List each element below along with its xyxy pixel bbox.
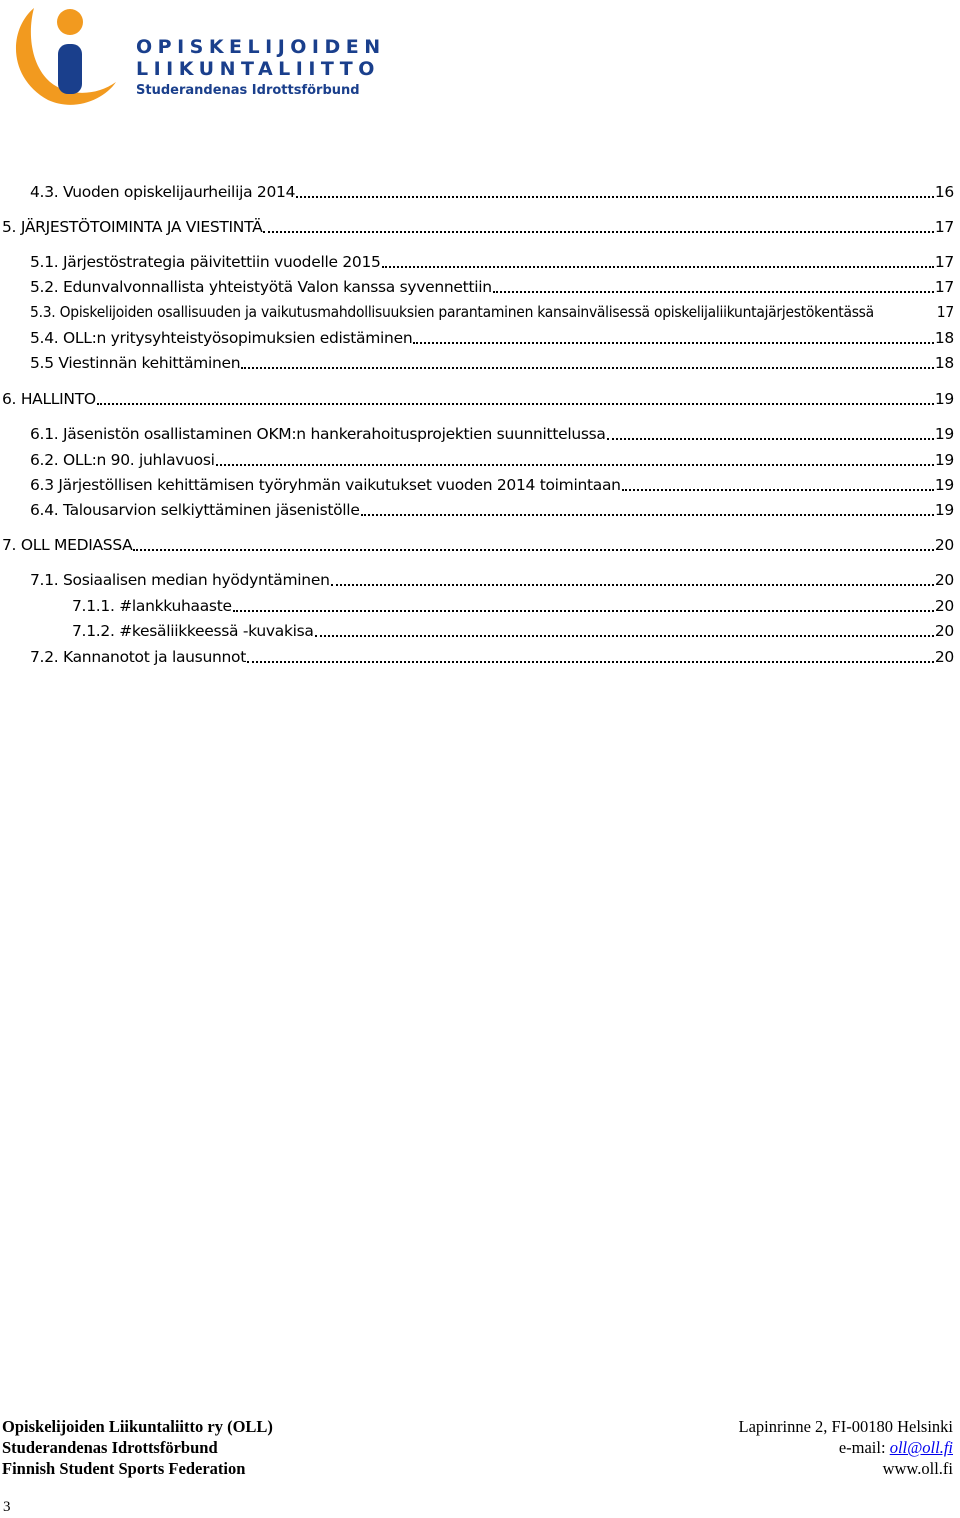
toc-entry-label: 7.1.1. #lankkuhaaste: [72, 597, 232, 615]
toc-entry[interactable]: [2, 385, 954, 409]
toc-entry-label: 6. HALLINTO: [2, 390, 96, 408]
toc-entry-label: 7.2. Kannanotot ja lausunnot: [30, 648, 246, 666]
toc-dot-leader: [622, 489, 934, 491]
toc-entry[interactable]: [72, 592, 954, 616]
toc-entry[interactable]: [30, 324, 954, 348]
logo-line-2: LIIKUNTALIITTO: [136, 58, 380, 80]
toc-entry[interactable]: [30, 446, 954, 470]
toc-dot-leader: [331, 584, 934, 586]
toc-dot-leader: [296, 196, 934, 198]
toc-entry-page: 17: [934, 218, 954, 236]
toc-entry-label: 7.1.2. #kesäliikkeessä -kuvakisa: [72, 622, 314, 640]
toc-entry[interactable]: [30, 471, 954, 495]
toc-entry-page: 17: [936, 303, 954, 321]
logo-figure-icon: [4, 0, 124, 110]
footer-org-english: Finnish Student Sports Federation: [2, 1459, 246, 1478]
toc-entry[interactable]: [30, 643, 954, 667]
toc-dot-leader: [233, 610, 934, 612]
toc-entry-label: 7. OLL MEDIASSA: [2, 536, 133, 554]
toc-entry-page: 20: [934, 648, 954, 666]
toc-entry-label: 6.2. OLL:n 90. juhlavuosi: [30, 451, 215, 469]
footer-contact: [739, 1416, 953, 1479]
toc-entry[interactable]: [72, 617, 954, 641]
toc-dot-leader: [263, 231, 934, 233]
toc-entry-label: 6.1. Jäsenistön osallistaminen OKM:n hankerahoitusprojektien suunnittelussa: [30, 425, 606, 443]
page-number: 3: [3, 1499, 11, 1515]
footer-org-swedish: Studerandenas Idrottsförbund: [2, 1438, 218, 1457]
toc-entry-label: 5.4. OLL:n yritysyhteistyösopimuksien edistäminen: [30, 329, 413, 347]
toc-entry-page: 19: [934, 451, 954, 469]
toc-entry-page: 20: [934, 597, 954, 615]
toc-entry-page: 17: [934, 253, 954, 271]
toc-entry-label: 4.3. Vuoden opiskelijaurheilija 2014: [30, 183, 296, 201]
toc-dot-leader: [413, 342, 934, 344]
toc-entry[interactable]: [30, 349, 954, 373]
toc-entry[interactable]: [2, 531, 954, 555]
toc-dot-leader: [315, 635, 934, 637]
footer-website[interactable]: www.oll.fi: [882, 1459, 953, 1478]
toc-dot-leader: [133, 549, 933, 551]
logo-line-3: Studerandenas Idrottsförbund: [136, 83, 360, 98]
toc-entry-page: 17: [934, 278, 954, 296]
toc-dot-leader: [382, 266, 934, 268]
footer-email-label: e-mail:: [838, 1438, 890, 1457]
toc-entry[interactable]: [30, 178, 954, 202]
footer-email-line: [739, 1437, 953, 1458]
footer-email-link[interactable]: oll@oll.fi: [889, 1438, 953, 1457]
toc-entry[interactable]: [30, 496, 954, 520]
toc-entry[interactable]: [30, 248, 954, 272]
toc-dot-leader: [607, 438, 934, 440]
logo-line-1: OPISKELIJOIDEN: [136, 36, 386, 58]
toc-entry-label: 5.3. Opiskelijoiden osallisuuden ja vaikutusmahdollisuuksien parantaminen kansainvälisessä opiskelijaliikuntajärjestökentässä: [30, 303, 874, 321]
toc-dot-leader: [216, 464, 934, 466]
toc-entry-page: 18: [934, 329, 954, 347]
footer-address: Lapinrinne 2, FI-00180 Helsinki: [738, 1417, 953, 1436]
toc-dot-leader: [241, 367, 934, 369]
toc-entry-label: 7.1. Sosiaalisen median hyödyntäminen: [30, 571, 330, 589]
toc-entry[interactable]: [30, 566, 954, 590]
toc-dot-leader: [361, 514, 934, 516]
toc-dot-leader: [97, 403, 934, 405]
toc-dot-leader: [493, 291, 934, 293]
toc-entry-label: 5. JÄRJESTÖTOIMINTA JA VIESTINTÄ: [2, 218, 263, 236]
toc-entry-page: 19: [934, 501, 954, 519]
toc-entry-page: 19: [934, 390, 954, 408]
toc-entry-page: 16: [934, 183, 954, 201]
toc-entry-label: 6.4. Talousarvion selkiyttäminen jäsenistölle: [30, 501, 360, 519]
toc-entry-page: 20: [934, 571, 954, 589]
toc-entry-label: 5.1. Järjestöstrategia päivitettiin vuodelle 2015: [30, 253, 381, 271]
toc-entry-page: 20: [934, 536, 954, 554]
oll-logo: [4, 0, 386, 110]
footer-organization: [2, 1416, 273, 1479]
toc-entry-label: 5.5 Viestinnän kehittäminen: [30, 354, 241, 372]
toc-entry[interactable]: [30, 273, 954, 297]
toc-entry-page: 19: [934, 476, 954, 494]
footer-org-finnish: Opiskelijoiden Liikuntaliitto ry (OLL): [2, 1417, 273, 1436]
toc-entry[interactable]: [2, 213, 954, 237]
toc-entry-label: 5.2. Edunvalvonnallista yhteistyötä Valon kanssa syvennettiin: [30, 278, 492, 296]
toc-dot-leader: [247, 661, 934, 663]
toc-entry[interactable]: [30, 420, 954, 444]
toc-entry[interactable]: [30, 298, 954, 322]
toc-entry-page: 20: [934, 622, 954, 640]
toc-entry-page: 19: [934, 425, 954, 443]
toc-entry-page: 18: [934, 354, 954, 372]
toc-entry-label: 6.3 Järjestöllisen kehittämisen työryhmän vaikutukset vuoden 2014 toimintaan: [30, 476, 621, 494]
